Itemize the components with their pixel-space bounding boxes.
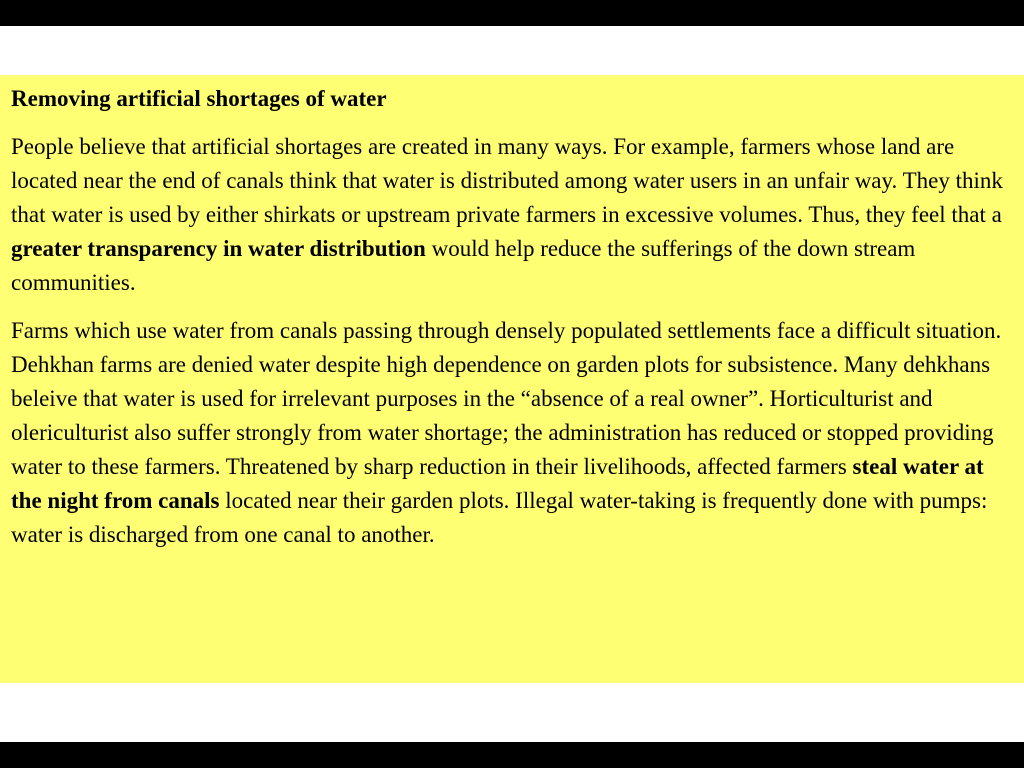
yellow-text-box — [0, 75, 1024, 683]
paragraph2-bold-phrase: steal water at the night from canals — [11, 454, 984, 513]
paragraph1-text-end: would help reduce the sufferings of the down stream communities. — [11, 236, 916, 295]
slide-heading: Removing artificial shortages of water — [11, 86, 387, 111]
paragraph-farms-settlements — [11, 314, 1014, 552]
paragraph2-text-start: Farms which use water from canals passing through densely populated settlements face a difficult situation. Dehkhan farms are denied water despite high dependence on garden plots for subsistence. Many dehkhans beleive that water is used for irrelevant purposes in the “absence of a real owner”. Horticulturist and olericulturist also suffer strongly from water shortage; the administration has reduced or stopped providing water to these farmers. Threatened by sharp reduction in their livelihoods, affected farmers — [11, 318, 1002, 479]
top-black-bar — [0, 0, 1024, 26]
paragraph-artificial-shortages — [11, 130, 1014, 300]
bottom-black-bar — [0, 742, 1024, 768]
paragraph1-text-start: People believe that artificial shortages are created in many ways. For example, farmers whose land are located near the end of canals think that water is distributed among water users in an unfair way. They think that water is used by either shirkats or upstream private farmers in excessive volumes. Thus, they feel that a — [11, 134, 1003, 227]
paragraph2-text-end: located near their garden plots. Illegal water-taking is frequently done with pumps: water is discharged from one canal to another. — [11, 488, 988, 547]
paragraph1-bold-phrase: greater transparency in water distribution — [11, 236, 426, 261]
